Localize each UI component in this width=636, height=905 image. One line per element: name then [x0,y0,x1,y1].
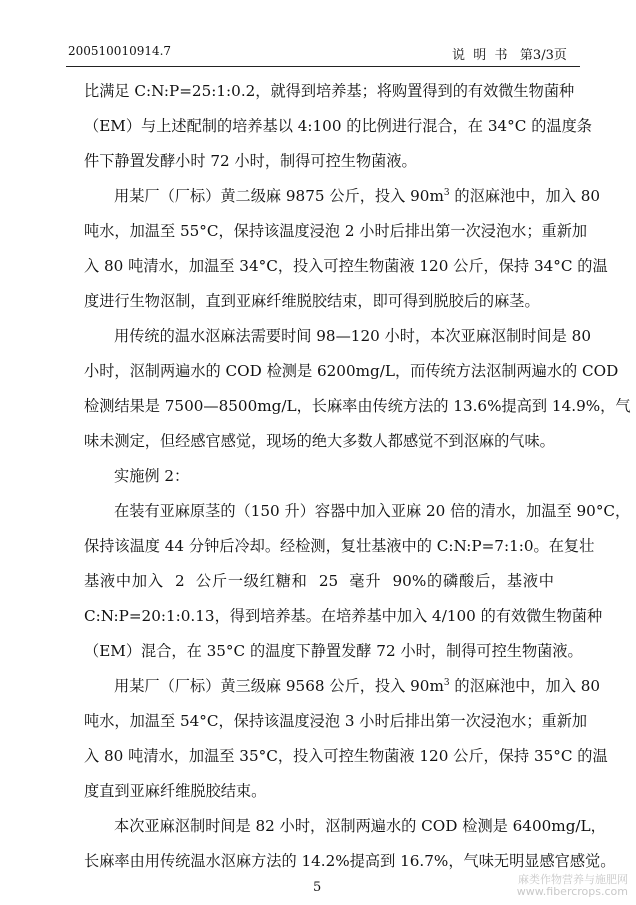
superscript: 3 [443,678,450,688]
superscript: 3 [443,188,450,198]
body-line: 基液中加入 2 公斤一级红糖和 25 毫升 90%的磷酸后，基液中 [84,572,554,590]
body-line: 小时，沤制两遍水的 COD 检测是 6200mg/L，而传统方法沤制两遍水的 COD [84,362,619,380]
body-line: （EM）混合，在 35°C 的温度下静置发酵 72 小时，制得可控生物菌液。 [84,642,583,660]
page-number: 5 [313,880,322,895]
body-line: 长麻率由用传统温水沤麻方法的 14.2%提高到 16.7%，气味无明显感官感觉。 [84,852,616,870]
body-line-text: 用某厂（厂标）黄三级麻 9568 公斤，投入 90m [114,677,444,695]
section-heading: 实施例 2： [114,467,190,485]
body-line: 本次亚麻沤制时间是 82 小时，沤制两遍水的 COD 检测是 6400mg/L， [114,817,606,835]
body-line-text: 用某厂（厂标）黄二级麻 9875 公斤，投入 90m [114,187,444,205]
body-line: 入 80 吨清水，加温至 35°C，投入可控生物菌液 120 公斤，保持 35°C 的温 [84,747,608,765]
body-line-text: 的沤麻池中，加入 80 [449,187,601,205]
body-line [114,187,601,205]
body-line: 味未测定，但经感官感觉，现场的绝大多数人都感觉不到沤麻的气味。 [84,432,555,450]
body-line: 度进行生物沤制，直到亚麻纤维脱胶结束，即可得到脱胶后的麻茎。 [84,292,540,310]
patent-number: 200510010914.7 [68,44,172,58]
header-rule [66,66,580,67]
body-line: 检测结果是 7500—8500mg/L，长麻率由传统方法的 13.6%提高到 14.9%，气 [84,397,631,415]
page-label: 说 明 书 第3/3页 [452,48,567,63]
body-line: 在装有亚麻原茎的（150 升）容器中加入亚麻 20 倍的清水，加温至 90°C， [114,502,631,520]
watermark-title: 麻类作物营养与施肥网 [518,872,628,886]
body-line: 用传统的温水沤麻法需要时间 98—120 小时，本次亚麻沤制时间是 80 [114,327,591,345]
body-line: 吨水，加温至 55°C，保持该温度浸泡 2 小时后排出第一次浸泡水；重新加 [84,222,588,240]
site-watermark [517,874,628,899]
body-line: （EM）与上述配制的培养基以 4:100 的比例进行混合，在 34°C 的温度条 [84,117,592,135]
body-line: 吨水，加温至 54°C，保持该温度浸泡 3 小时后排出第一次浸泡水；重新加 [84,712,588,730]
body-line: C:N:P=20:1:0.13，得到培养基。在培养基中加入 4/100 的有效微生物菌种 [84,607,603,625]
body-line-text: 的沤麻池中，加入 80 [449,677,601,695]
body-line: 比满足 C:N:P=25:1:0.2，就得到培养基；将购置得到的有效微生物菌种 [84,82,575,100]
body-line: 度直到亚麻纤维脱胶结束。 [84,782,267,800]
body-line: 件下静置发酵小时 72 小时，制得可控生物菌液。 [84,152,417,170]
body-line [114,677,601,695]
body-line: 入 80 吨清水，加温至 34°C，投入可控生物菌液 120 公斤，保持 34°C 的温 [84,257,608,275]
watermark-url: www.fibercrops.com [516,885,628,899]
body-line: 保持该温度 44 分钟后冷却。经检测，复壮基液中的 C:N:P=7:1:0。在复壮 [84,537,595,555]
